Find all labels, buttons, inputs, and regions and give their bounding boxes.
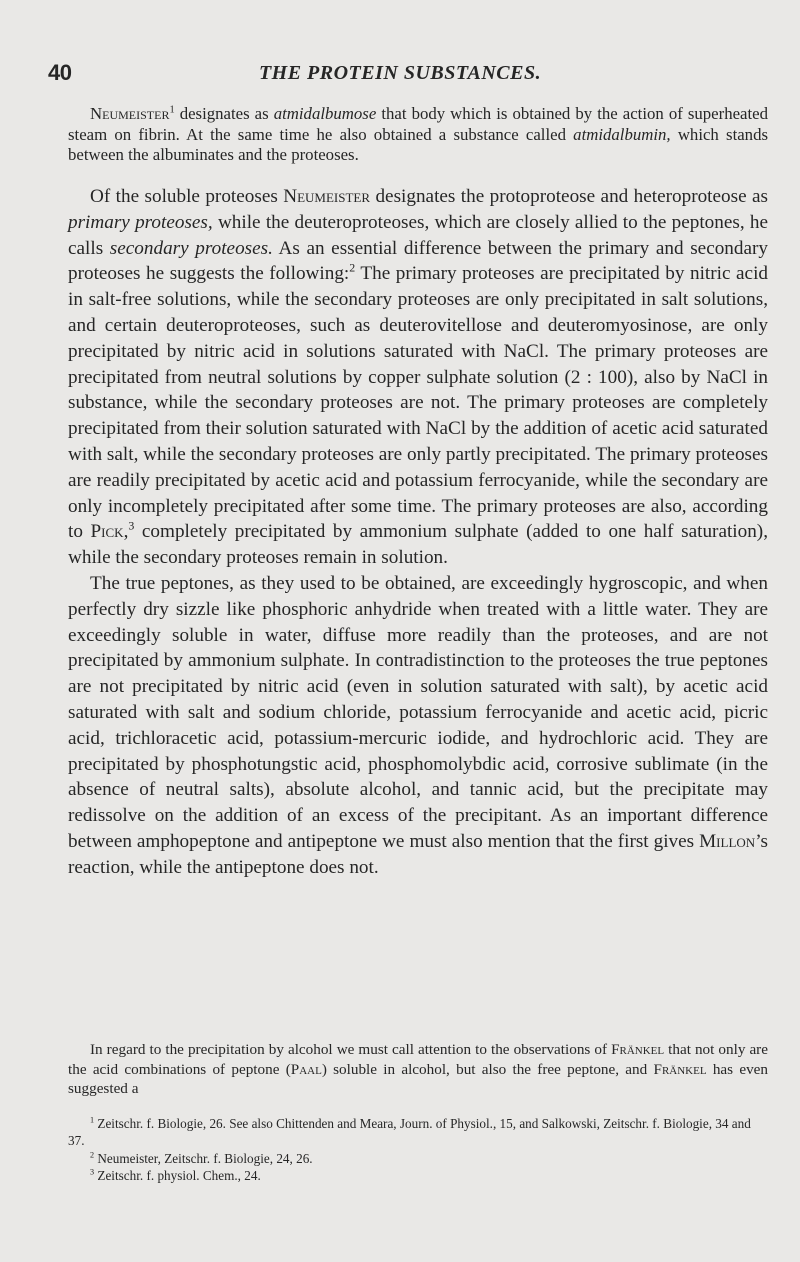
author-name: Millon bbox=[699, 830, 756, 852]
footnote-number: 3 bbox=[90, 1167, 95, 1177]
text-run: Of the soluble proteoses bbox=[90, 186, 284, 207]
term: primary proteoses, bbox=[68, 211, 213, 233]
author-name: Paal bbox=[290, 1060, 322, 1078]
text-run: that body which is obtained by the action of superheated steam on fibrin. At the same time he also obtained a substance called bbox=[68, 104, 768, 144]
footnote-number: 1 bbox=[90, 1115, 95, 1125]
footnote bbox=[68, 1167, 768, 1184]
footnote bbox=[68, 1150, 768, 1167]
running-title: THE PROTEIN SUBSTANCES. bbox=[258, 62, 542, 84]
paragraph-text bbox=[68, 104, 768, 166]
author-name: Fränkel bbox=[653, 1060, 707, 1078]
footnote-text: Zeitschr. f. Biologie, 26. See also Chittenden and Meara, Journ. of Physiol., 15, and Salkowski, Zeitschr. f. Biologie, 34 and 37. bbox=[68, 1116, 751, 1149]
text-run: which stands between the albuminates and the proteoses. bbox=[68, 124, 768, 164]
paragraph-atmidalbumose bbox=[68, 104, 768, 166]
footnotes bbox=[68, 1115, 768, 1185]
text-run: designates as bbox=[174, 104, 274, 123]
author-name: Neumeister bbox=[283, 186, 371, 207]
text-run: The true peptones, as they used to be obtained, are exceedingly hygroscopic, and when perfectly dry sizzle like phosphoric anhydride when treated with a little water. They are exceedingly soluble in water, diffuse more readily than the proteoses, and are not precipitated by ammonium sulphate. In contradistinction to the proteoses the true peptones are not precipitated by nitric acid (even in solution saturated with salt), by acetic acid saturated with salt and sodium chloride, potassium ferrocyanide and acetic acid, picric acid, trichloracetic acid, potassium-mercuric iodide, and hydrochloric acid. They are precipitated by phosphotungstic acid, phosphomolybdic acid, corrosive sublimate (in the absence of neutral salts), absolute alcohol, and tannic acid, but the precipitate may redissolve on the addition of an excess of the precipitant. As an important difference between amphopeptone and antipeptone we must also mention that the first gives bbox=[68, 572, 768, 852]
author-name: Neumeister bbox=[90, 104, 170, 123]
term: atmidalbumose bbox=[273, 104, 377, 123]
page-number: 40 bbox=[48, 60, 72, 85]
text-run: ) soluble in alcohol, but also the free peptone, and bbox=[321, 1060, 654, 1078]
author-name: Pick, bbox=[90, 521, 129, 543]
footnote bbox=[68, 1115, 768, 1150]
footnote-ref: 2 bbox=[349, 261, 356, 275]
paragraph-text bbox=[68, 1040, 768, 1099]
paragraph-alcohol-precipitation bbox=[68, 1040, 768, 1099]
text-run: while the deuteroproteoses, which are closely allied to the peptones, he calls bbox=[68, 211, 768, 259]
text-run: designates the protoproteose and heteroproteose as bbox=[370, 186, 769, 207]
text-run: has even suggested a bbox=[68, 1060, 768, 1098]
author-name: Fränkel bbox=[611, 1041, 665, 1058]
text-run: As an essential difference between the primary and secondary proteoses he suggests the following: bbox=[68, 237, 768, 285]
text-run: The primary proteoses are precipitated by nitric acid in salt-free solutions, while the secondary proteoses are only precipitated in salt solutions, and certain deuteroproteoses, such as deuterovitellose and deuteromyosinose, are only precipitated by nitric acid in solutions saturated with NaCl. The primary proteoses are precipitated from neutral solutions by copper sulphate solution (2 : 100), also by NaCl in substance, while the secondary proteoses are not. The primary proteoses are completely precipitated from their solution saturated with NaCl by the addition of acetic acid saturated with salt, while the secondary proteoses are only partly precipitated. The primary proteoses are readily precipitated by acetic acid and potassium ferrocyanide, while the secondary are only incompletely precipitated after some time. The primary proteoses are also, according to bbox=[68, 263, 769, 543]
footnote-number: 2 bbox=[90, 1150, 95, 1160]
term: atmidalbumin, bbox=[573, 124, 671, 144]
footnote-text: Neumeister, Zeitschr. f. Biologie, 24, 26. bbox=[94, 1150, 313, 1166]
footnote-text: Zeitschr. f. physiol. Chem., 24. bbox=[94, 1168, 261, 1184]
text-run: ’s reaction, while the antipeptone does not. bbox=[68, 830, 768, 878]
text-run: that not only are the acid combinations of peptone ( bbox=[68, 1041, 768, 1078]
paragraph-soluble-proteoses bbox=[68, 184, 768, 881]
page-header bbox=[48, 60, 752, 86]
paragraph-text bbox=[68, 571, 768, 881]
paragraph-text bbox=[68, 184, 768, 571]
term: secondary proteoses. bbox=[109, 237, 273, 259]
footnote-ref: 3 bbox=[128, 518, 135, 533]
text-run: In regard to the precipitation by alcohol we must call attention to the observations of bbox=[90, 1041, 612, 1058]
footnote-ref: 1 bbox=[169, 104, 175, 116]
text-run: completely precipitated by ammonium sulphate (added to one half saturation), while the secondary proteoses remain in solution. bbox=[68, 521, 768, 569]
